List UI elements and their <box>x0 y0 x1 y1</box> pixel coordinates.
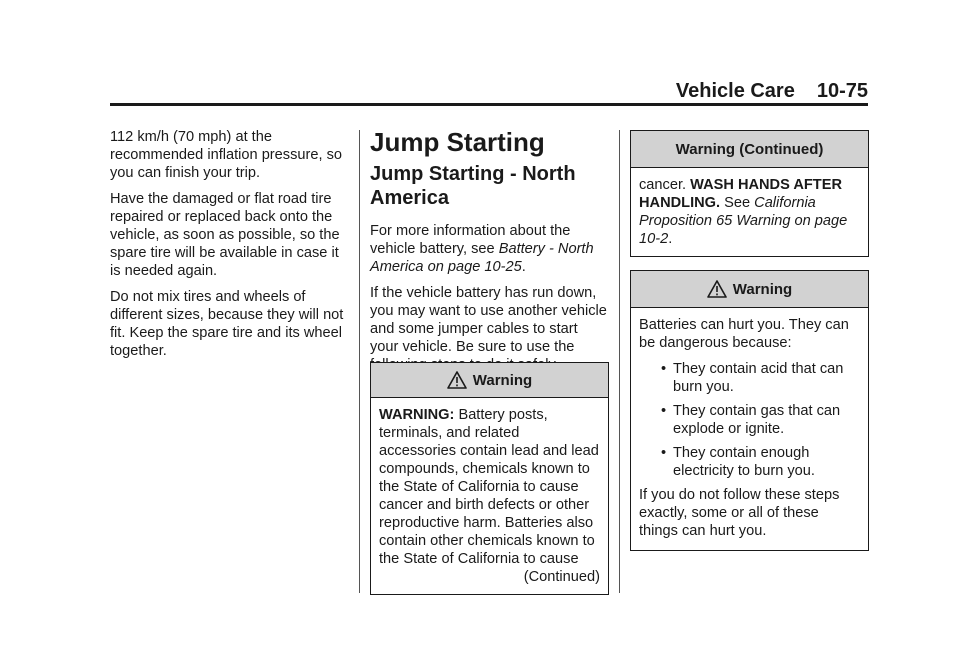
continued-label: (Continued) <box>523 569 600 585</box>
warning-triangle-icon <box>707 280 727 298</box>
bullet: • <box>661 403 667 419</box>
header-rule <box>110 103 868 106</box>
warning-box <box>370 362 609 595</box>
warning-outro: If you do not follow these steps exactly, some or all of these things can hurt you. <box>639 487 840 539</box>
warning-continued-box <box>630 130 869 257</box>
list-item-text: They contain acid that can burn you. <box>673 361 844 395</box>
warning-triangle-icon <box>447 371 467 389</box>
column-divider-right <box>619 130 620 593</box>
warning-body <box>371 398 608 594</box>
body-text: . <box>668 231 673 247</box>
paragraph-text: For more information about the vehicle battery, see <box>370 223 571 257</box>
cross-reference: California Proposition 65 Warning on page 10-2 <box>639 195 848 247</box>
body-text: cancer. <box>639 177 691 193</box>
warning-statement: Battery posts, terminals, and related accessories contain lead and lead compounds, chemicals known to the State of California to cause cancer and birth defects or other reproductive harm. Batteries also contain other chemicals known to the State of California to cause <box>379 407 599 567</box>
cross-reference: Battery - North America on page 10-25 <box>370 241 594 275</box>
page-header <box>0 80 868 103</box>
warning-text <box>379 406 600 568</box>
paragraph: Have the damaged or flat road tire repaired or replaced back onto the vehicle, as soon as possible, so the spare tire will be available in case it is needed again. <box>110 191 340 279</box>
page-number: 10-75 <box>816 80 868 102</box>
warning-body <box>631 308 868 550</box>
section-title: Vehicle Care <box>675 80 795 102</box>
column-divider-left <box>359 130 360 593</box>
warning-continued-header <box>631 131 868 168</box>
warning-title: Warning <box>732 280 793 298</box>
list-item-text: They contain gas that can explode or ignite. <box>673 403 841 437</box>
paragraph-text: . <box>521 259 526 275</box>
warning-title: Warning <box>472 371 533 389</box>
paragraph: If the vehicle battery has run down, you may want to use another vehicle and some jumper cables to start your vehicle. Be sure to use the <box>370 285 607 355</box>
bullet: • <box>661 445 667 461</box>
list-item <box>657 360 860 396</box>
paragraph <box>370 222 610 276</box>
warning-continued-body <box>631 168 868 256</box>
list-item <box>657 444 860 480</box>
bullet: • <box>661 361 667 377</box>
warning-label: WARNING: <box>379 407 455 423</box>
warning-intro: Batteries can hurt you. They can be dangerous because: <box>639 317 849 351</box>
warning-box <box>630 270 869 551</box>
warning-header <box>631 271 868 308</box>
paragraph: 112 km/h (70 mph) at the recommended inflation pressure, so you can finish your trip. <box>110 129 342 181</box>
list-item-text: They contain enough electricity to burn you. <box>673 445 815 479</box>
warning-continued-title: Warning (Continued) <box>675 140 824 158</box>
warning-header <box>371 363 608 398</box>
paragraph: Do not mix tires and wheels of different sizes, because they will not fit. Keep the spare tire and its wheel together. <box>110 289 344 359</box>
column-middle <box>370 126 610 382</box>
instruction-bold: WASH HANDS AFTER HANDLING. <box>639 177 842 211</box>
section-heading: Jump Starting <box>370 127 545 157</box>
list-item <box>657 402 860 438</box>
hazard-list <box>639 360 860 480</box>
subsection-heading: Jump Starting - North America <box>370 163 576 209</box>
warning-continued-text <box>639 176 860 248</box>
body-text: See <box>720 195 755 211</box>
column-left <box>110 128 350 368</box>
